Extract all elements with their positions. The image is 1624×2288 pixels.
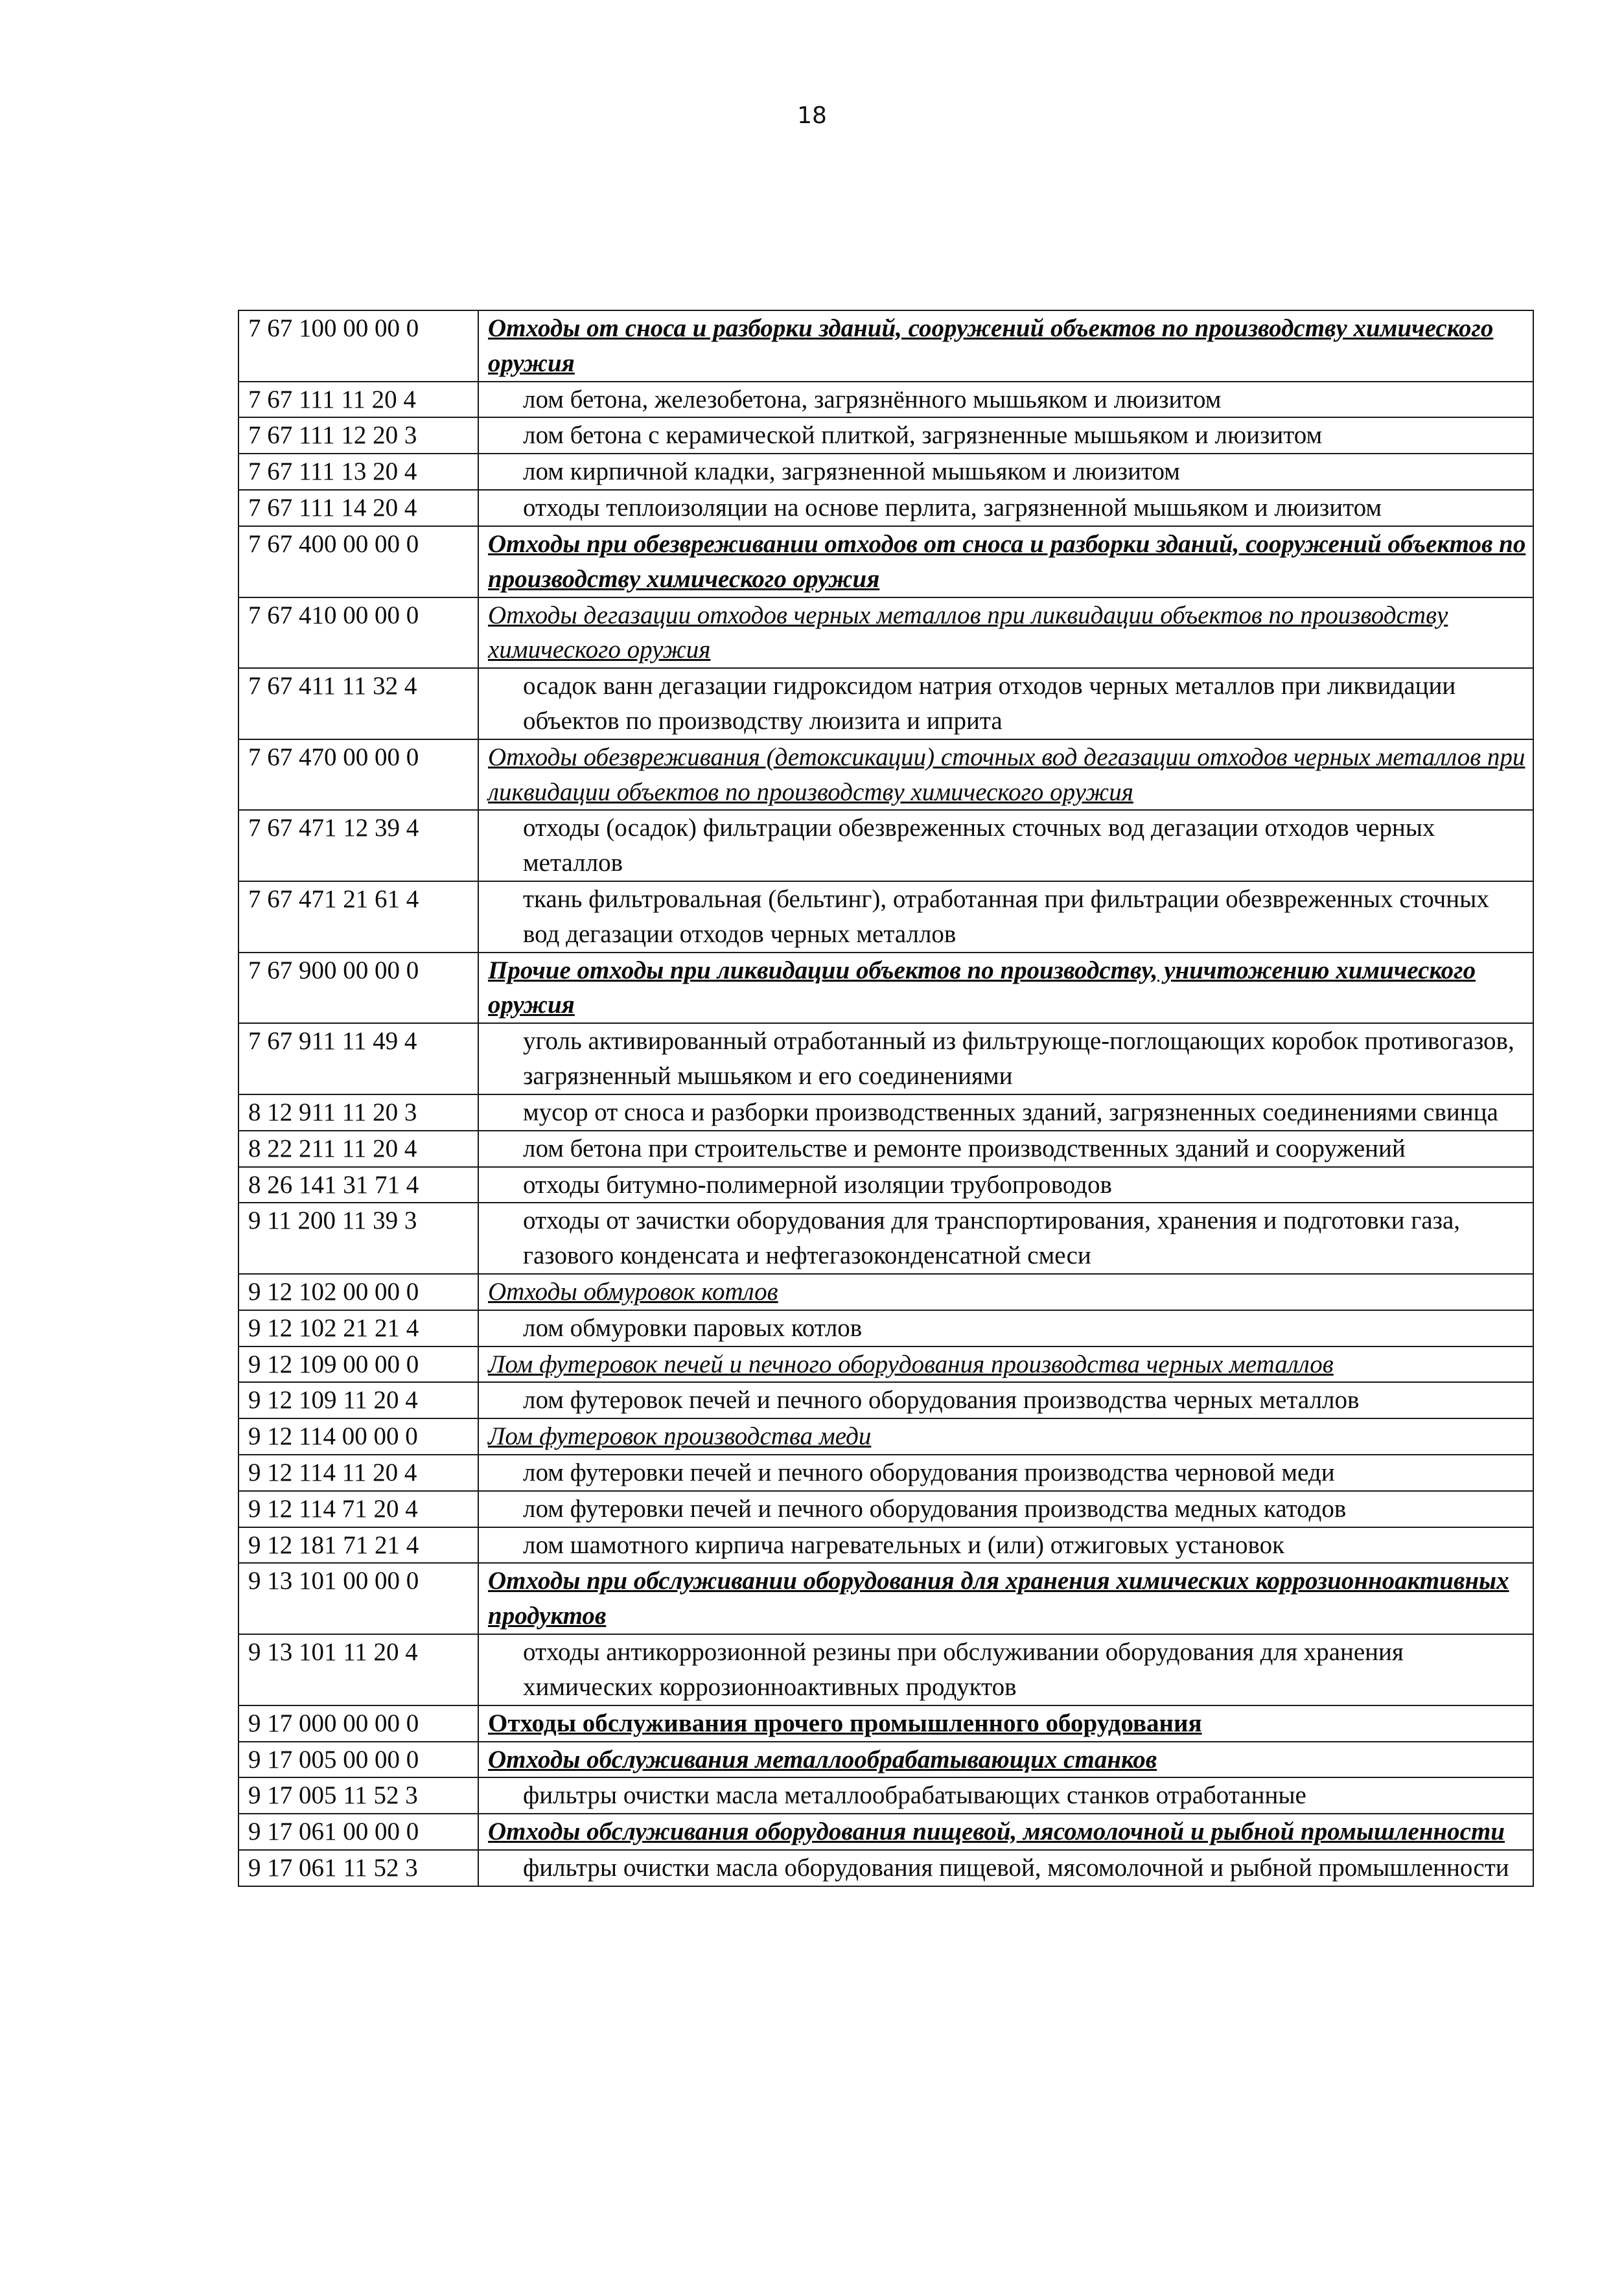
waste-group-name: Отходы обслуживания металлообрабатывающих станков xyxy=(478,1742,1533,1778)
table-row xyxy=(238,1167,1533,1203)
waste-code: 7 67 411 11 32 4 xyxy=(238,668,478,739)
waste-code: 7 67 111 11 20 4 xyxy=(238,382,478,418)
table-row xyxy=(238,1274,1533,1310)
waste-name: лом бетона, железобетона, загрязнённого мышьяком и люизитом xyxy=(478,382,1533,418)
waste-code: 7 67 100 00 00 0 xyxy=(238,310,478,382)
waste-code: 7 67 111 13 20 4 xyxy=(238,454,478,490)
waste-code: 8 12 911 11 20 3 xyxy=(238,1094,478,1131)
waste-code: 9 12 102 00 00 0 xyxy=(238,1274,478,1310)
waste-code: 9 12 109 00 00 0 xyxy=(238,1346,478,1383)
waste-code: 7 67 911 11 49 4 xyxy=(238,1023,478,1094)
waste-name: отходы теплоизоляции на основе перлита, загрязненной мышьяком и люизитом xyxy=(478,490,1533,526)
waste-name: лом кирпичной кладки, загрязненной мышьяком и люизитом xyxy=(478,454,1533,490)
table-row xyxy=(238,490,1533,526)
table-row xyxy=(238,1527,1533,1564)
table-row xyxy=(238,382,1533,418)
waste-classification-table xyxy=(238,310,1534,1887)
table-row xyxy=(238,1203,1533,1274)
table-row xyxy=(238,1850,1533,1886)
waste-group-name: Отходы от сноса и разборки зданий, сооружений объектов по производству химического оружия xyxy=(478,310,1533,382)
waste-code: 7 67 471 12 39 4 xyxy=(238,810,478,881)
page-number: 18 xyxy=(797,102,827,129)
waste-code: 9 13 101 11 20 4 xyxy=(238,1634,478,1705)
waste-code: 7 67 410 00 00 0 xyxy=(238,597,478,669)
waste-code: 8 22 211 11 20 4 xyxy=(238,1131,478,1167)
table-row xyxy=(238,1491,1533,1527)
waste-name: мусор от сноса и разборки производственных зданий, загрязненных соединениями свинца xyxy=(478,1094,1533,1131)
waste-name: отходы антикоррозионной резины при обслуживании оборудования для хранения химических коррозионноактивных продуктов xyxy=(478,1634,1533,1705)
waste-name: лом футеровок печей и печного оборудования производства черных металлов xyxy=(478,1382,1533,1418)
waste-name: лом шамотного кирпича нагревательных и (или) отжиговых установок xyxy=(478,1527,1533,1564)
waste-name: лом футеровки печей и печного оборудования производства медных катодов xyxy=(478,1491,1533,1527)
table-row xyxy=(238,1634,1533,1705)
waste-group-name: Отходы обслуживания оборудования пищевой, мясомолочной и рыбной промышленности xyxy=(478,1814,1533,1850)
waste-group-name: Отходы при обслуживании оборудования для хранения химических коррозионноактивных продуктов xyxy=(478,1563,1533,1634)
waste-name: фильтры очистки масла оборудования пищевой, мясомолочной и рыбной промышленности xyxy=(478,1850,1533,1886)
table-row xyxy=(238,953,1533,1024)
waste-code: 7 67 900 00 00 0 xyxy=(238,953,478,1024)
waste-code: 9 17 005 00 00 0 xyxy=(238,1742,478,1778)
table-row xyxy=(238,454,1533,490)
table-row xyxy=(238,1777,1533,1814)
waste-name: осадок ванн дегазации гидроксидом натрия отходов черных металлов при ликвидации объектов по производству люизита и иприта xyxy=(478,668,1533,739)
waste-group-name: Лом футеровок производства меди xyxy=(478,1418,1533,1455)
waste-name: лом обмуровки паровых котлов xyxy=(478,1310,1533,1346)
waste-code: 9 17 061 00 00 0 xyxy=(238,1814,478,1850)
waste-code: 7 67 111 14 20 4 xyxy=(238,490,478,526)
waste-group-name: Отходы обслуживания прочего промышленного оборудования xyxy=(478,1705,1533,1742)
waste-name: отходы от зачистки оборудования для транспортирования, хранения и подготовки газа, газового конденсата и нефтегазоконденсатной смеси xyxy=(478,1203,1533,1274)
waste-code: 8 26 141 31 71 4 xyxy=(238,1167,478,1203)
table-row xyxy=(238,597,1533,669)
waste-name: уголь активированный отработанный из фильтрующе-поглощающих коробок противогазов, загрязненный мышьяком и его соединениями xyxy=(478,1023,1533,1094)
table-row xyxy=(238,1382,1533,1418)
table-row xyxy=(238,1455,1533,1491)
waste-name: лом бетона с керамической плиткой, загрязненные мышьяком и люизитом xyxy=(478,417,1533,454)
table-row xyxy=(238,417,1533,454)
waste-code: 9 12 102 21 21 4 xyxy=(238,1310,478,1346)
waste-name: отходы (осадок) фильтрации обезвреженных сточных вод дегазации отходов черных металлов xyxy=(478,810,1533,881)
waste-code: 9 12 114 71 20 4 xyxy=(238,1491,478,1527)
table-row xyxy=(238,1094,1533,1131)
waste-code: 7 67 111 12 20 3 xyxy=(238,417,478,454)
waste-group-name: Прочие отходы при ликвидации объектов по производству, уничтожению химического оружия xyxy=(478,953,1533,1024)
waste-name: ткань фильтровальная (бельтинг), отработанная при фильтрации обезвреженных сточных вод дегазации отходов черных металлов xyxy=(478,881,1533,953)
waste-name: фильтры очистки масла металлообрабатывающих станков отработанные xyxy=(478,1777,1533,1814)
waste-group-name: Отходы при обезвреживании отходов от сноса и разборки зданий, сооружений объектов по производству химического оружия xyxy=(478,526,1533,597)
waste-code: 9 12 114 00 00 0 xyxy=(238,1418,478,1455)
table-row xyxy=(238,1346,1533,1383)
table-row xyxy=(238,1742,1533,1778)
table-row xyxy=(238,1705,1533,1742)
table-row xyxy=(238,1814,1533,1850)
waste-code: 7 67 470 00 00 0 xyxy=(238,739,478,811)
waste-group-name: Отходы обезвреживания (детоксикации) сточных вод дегазации отходов черных металлов при ликвидации объектов по производству химического оружия xyxy=(478,739,1533,811)
waste-code: 9 12 114 11 20 4 xyxy=(238,1455,478,1491)
table-row xyxy=(238,1310,1533,1346)
waste-code: 9 13 101 00 00 0 xyxy=(238,1563,478,1634)
waste-code: 9 12 181 71 21 4 xyxy=(238,1527,478,1564)
table-row xyxy=(238,1563,1533,1634)
waste-code: 9 17 000 00 00 0 xyxy=(238,1705,478,1742)
table-row xyxy=(238,526,1533,597)
waste-code: 9 11 200 11 39 3 xyxy=(238,1203,478,1274)
table-row xyxy=(238,881,1533,953)
waste-code: 7 67 471 21 61 4 xyxy=(238,881,478,953)
waste-code: 7 67 400 00 00 0 xyxy=(238,526,478,597)
table-row xyxy=(238,310,1533,382)
table-row xyxy=(238,1131,1533,1167)
table-row xyxy=(238,1023,1533,1094)
waste-code: 9 17 061 11 52 3 xyxy=(238,1850,478,1886)
table-row xyxy=(238,668,1533,739)
waste-group-name: Отходы обмуровок котлов xyxy=(478,1274,1533,1310)
table-row xyxy=(238,810,1533,881)
waste-code: 9 12 109 11 20 4 xyxy=(238,1382,478,1418)
waste-name: лом футеровки печей и печного оборудования производства черновой меди xyxy=(478,1455,1533,1491)
table-row xyxy=(238,1418,1533,1455)
waste-code: 9 17 005 11 52 3 xyxy=(238,1777,478,1814)
table-row xyxy=(238,739,1533,811)
waste-name: отходы битумно-полимерной изоляции трубопроводов xyxy=(478,1167,1533,1203)
waste-group-name: Отходы дегазации отходов черных металлов при ликвидации объектов по производству химического оружия xyxy=(478,597,1533,669)
waste-group-name: Лом футеровок печей и печного оборудования производства черных металлов xyxy=(478,1346,1533,1383)
waste-name: лом бетона при строительстве и ремонте производственных зданий и сооружений xyxy=(478,1131,1533,1167)
table-body xyxy=(238,310,1533,1886)
